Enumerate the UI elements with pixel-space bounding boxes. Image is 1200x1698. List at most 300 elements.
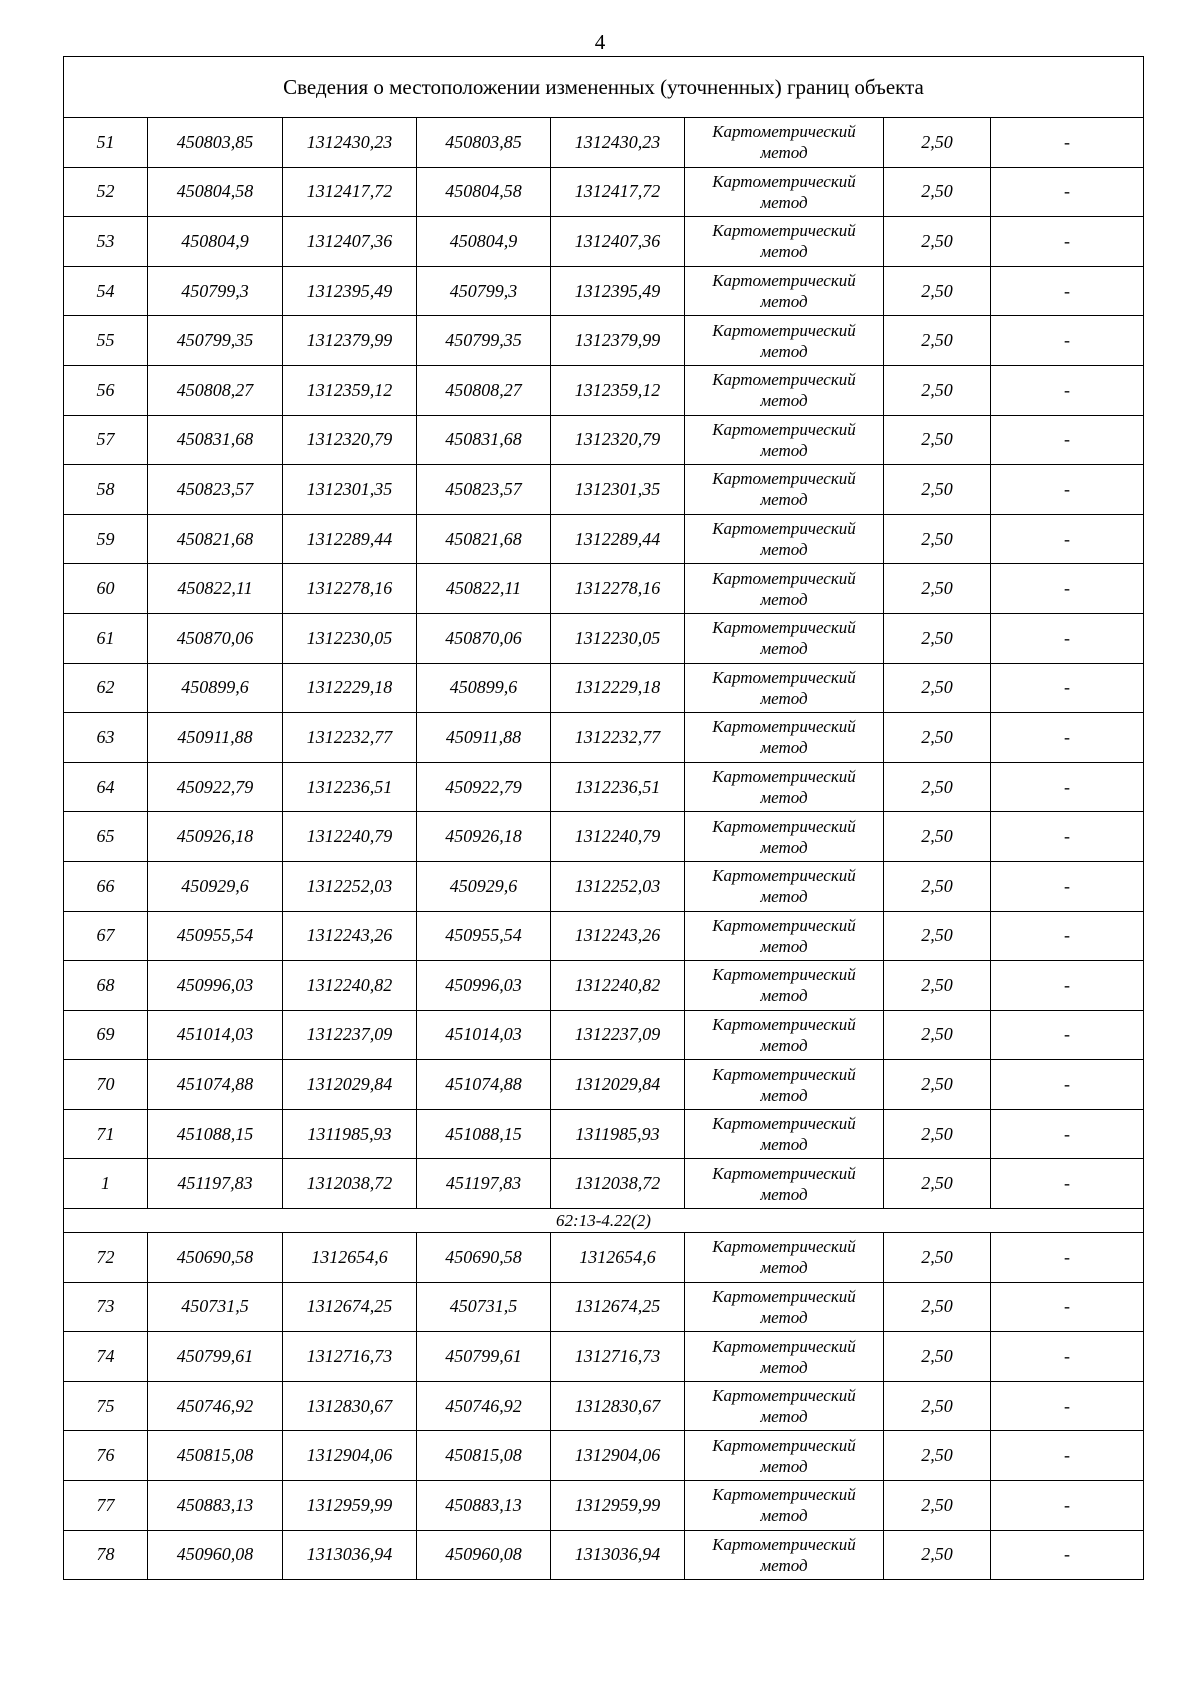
method-line-2: метод — [760, 1555, 808, 1575]
refined-y-cell: 1312379,99 — [551, 316, 685, 366]
method-line-1: Картометрический — [712, 667, 856, 687]
point-number-cell: 56 — [64, 365, 148, 415]
existing-y-cell: 1312407,36 — [283, 217, 417, 267]
table-row — [64, 911, 1144, 961]
existing-y-cell: 1312278,16 — [283, 564, 417, 614]
point-number-cell: 64 — [64, 762, 148, 812]
existing-y-cell: 1312229,18 — [283, 663, 417, 713]
refined-x-cell: 451014,03 — [417, 1010, 551, 1060]
existing-y-cell: 1312237,09 — [283, 1010, 417, 1060]
method-line-1: Картометрический — [712, 568, 856, 588]
point-number-cell: 77 — [64, 1481, 148, 1531]
refined-x-cell: 450960,08 — [417, 1530, 551, 1580]
refined-y-cell: 1312289,44 — [551, 514, 685, 564]
refined-y-cell: 1312430,23 — [551, 118, 685, 168]
refined-x-cell: 450955,54 — [417, 911, 551, 961]
accuracy-cell: 2,50 — [884, 415, 991, 465]
existing-y-cell: 1312232,77 — [283, 713, 417, 763]
accuracy-cell: 2,50 — [884, 1233, 991, 1283]
table-row — [64, 564, 1144, 614]
accuracy-cell: 2,50 — [884, 1431, 991, 1481]
existing-y-cell: 1312301,35 — [283, 465, 417, 515]
method-line-2: метод — [760, 292, 808, 312]
refined-x-cell: 450804,9 — [417, 217, 551, 267]
description-cell: - — [991, 663, 1144, 713]
description-cell: - — [991, 1431, 1144, 1481]
method-line-1: Картометрический — [712, 915, 856, 935]
description-cell: - — [991, 415, 1144, 465]
table-row — [64, 961, 1144, 1011]
method-line-2: метод — [760, 936, 808, 956]
existing-y-cell: 1312959,99 — [283, 1481, 417, 1531]
method-cell — [685, 613, 884, 663]
table-row — [64, 713, 1144, 763]
point-number-cell: 58 — [64, 465, 148, 515]
table-row — [64, 167, 1144, 217]
existing-x-cell: 450746,92 — [148, 1381, 283, 1431]
point-number-cell: 51 — [64, 118, 148, 168]
refined-y-cell: 1312830,67 — [551, 1381, 685, 1431]
existing-x-cell: 450870,06 — [148, 613, 283, 663]
existing-x-cell: 450799,3 — [148, 266, 283, 316]
method-line-1: Картометрический — [712, 320, 856, 340]
method-line-1: Картометрический — [712, 717, 856, 737]
accuracy-cell: 2,50 — [884, 961, 991, 1011]
method-line-2: метод — [760, 1258, 808, 1278]
point-number-cell: 1 — [64, 1159, 148, 1209]
table-title-row — [64, 57, 1144, 118]
existing-y-cell: 1312252,03 — [283, 861, 417, 911]
refined-x-cell: 450911,88 — [417, 713, 551, 763]
point-number-cell: 73 — [64, 1282, 148, 1332]
method-line-1: Картометрический — [712, 1163, 856, 1183]
existing-x-cell: 450803,85 — [148, 118, 283, 168]
accuracy-cell: 2,50 — [884, 217, 991, 267]
table-row — [64, 415, 1144, 465]
method-cell — [685, 1282, 884, 1332]
description-cell: - — [991, 1233, 1144, 1283]
method-cell — [685, 167, 884, 217]
accuracy-cell: 2,50 — [884, 1060, 991, 1110]
method-line-2: метод — [760, 1184, 808, 1204]
refined-y-cell: 1312038,72 — [551, 1159, 685, 1209]
table-row — [64, 1481, 1144, 1531]
existing-x-cell: 450922,79 — [148, 762, 283, 812]
existing-x-cell: 451088,15 — [148, 1109, 283, 1159]
refined-x-cell: 450899,6 — [417, 663, 551, 713]
method-line-2: метод — [760, 192, 808, 212]
existing-y-cell: 1312417,72 — [283, 167, 417, 217]
existing-y-cell: 1312395,49 — [283, 266, 417, 316]
method-line-2: метод — [760, 639, 808, 659]
description-cell: - — [991, 465, 1144, 515]
existing-x-cell: 450831,68 — [148, 415, 283, 465]
existing-y-cell: 1312320,79 — [283, 415, 417, 465]
method-line-1: Картометрический — [712, 1064, 856, 1084]
refined-x-cell: 450929,6 — [417, 861, 551, 911]
method-line-1: Картометрический — [712, 370, 856, 390]
refined-x-cell: 450803,85 — [417, 118, 551, 168]
description-cell: - — [991, 1010, 1144, 1060]
method-line-2: метод — [760, 490, 808, 510]
refined-y-cell: 1312252,03 — [551, 861, 685, 911]
refined-y-cell: 1312240,79 — [551, 812, 685, 862]
section-header-row — [64, 1209, 1144, 1233]
description-cell: - — [991, 613, 1144, 663]
method-cell — [685, 365, 884, 415]
accuracy-cell: 2,50 — [884, 613, 991, 663]
table-row — [64, 812, 1144, 862]
table-row — [64, 217, 1144, 267]
table-row — [64, 266, 1144, 316]
description-cell: - — [991, 812, 1144, 862]
method-cell — [685, 1530, 884, 1580]
method-cell — [685, 1381, 884, 1431]
existing-x-cell: 450926,18 — [148, 812, 283, 862]
refined-y-cell: 1312232,77 — [551, 713, 685, 763]
refined-y-cell: 1312240,82 — [551, 961, 685, 1011]
refined-x-cell: 450799,3 — [417, 266, 551, 316]
refined-x-cell: 450870,06 — [417, 613, 551, 663]
method-line-1: Картометрический — [712, 171, 856, 191]
existing-y-cell: 1312240,79 — [283, 812, 417, 862]
existing-x-cell: 450799,35 — [148, 316, 283, 366]
existing-x-cell: 451014,03 — [148, 1010, 283, 1060]
refined-x-cell: 451088,15 — [417, 1109, 551, 1159]
method-cell — [685, 762, 884, 812]
method-cell — [685, 1159, 884, 1209]
refined-y-cell: 1312395,49 — [551, 266, 685, 316]
point-number-cell: 70 — [64, 1060, 148, 1110]
existing-x-cell: 450808,27 — [148, 365, 283, 415]
method-line-2: метод — [760, 540, 808, 560]
description-cell: - — [991, 911, 1144, 961]
table-row — [64, 514, 1144, 564]
table-row — [64, 1233, 1144, 1283]
point-number-cell: 75 — [64, 1381, 148, 1431]
table-row — [64, 1332, 1144, 1382]
existing-x-cell: 450690,58 — [148, 1233, 283, 1283]
method-line-1: Картометрический — [712, 1336, 856, 1356]
accuracy-cell: 2,50 — [884, 911, 991, 961]
accuracy-cell: 2,50 — [884, 266, 991, 316]
existing-y-cell: 1311985,93 — [283, 1109, 417, 1159]
existing-y-cell: 1312654,6 — [283, 1233, 417, 1283]
method-cell — [685, 861, 884, 911]
method-line-1: Картометрический — [712, 1534, 856, 1554]
table-row — [64, 861, 1144, 911]
description-cell: - — [991, 266, 1144, 316]
table-row — [64, 1530, 1144, 1580]
accuracy-cell: 2,50 — [884, 812, 991, 862]
method-cell — [685, 1010, 884, 1060]
existing-x-cell: 450821,68 — [148, 514, 283, 564]
existing-y-cell: 1312830,67 — [283, 1381, 417, 1431]
method-cell — [685, 118, 884, 168]
point-number-cell: 74 — [64, 1332, 148, 1382]
method-cell — [685, 1332, 884, 1382]
table-title: Сведения о местоположении измененных (уточненных) границ объекта — [64, 57, 1144, 118]
existing-x-cell: 450804,58 — [148, 167, 283, 217]
refined-x-cell: 450799,35 — [417, 316, 551, 366]
existing-y-cell: 1312243,26 — [283, 911, 417, 961]
existing-y-cell: 1312289,44 — [283, 514, 417, 564]
method-line-2: метод — [760, 440, 808, 460]
method-cell — [685, 514, 884, 564]
accuracy-cell: 2,50 — [884, 316, 991, 366]
table-row — [64, 1010, 1144, 1060]
table-row — [64, 613, 1144, 663]
existing-y-cell: 1313036,94 — [283, 1530, 417, 1580]
method-line-1: Картометрический — [712, 618, 856, 638]
boundary-coordinates-table — [63, 56, 1144, 1580]
existing-y-cell: 1312716,73 — [283, 1332, 417, 1382]
point-number-cell: 63 — [64, 713, 148, 763]
method-cell — [685, 415, 884, 465]
refined-y-cell: 1312904,06 — [551, 1431, 685, 1481]
point-number-cell: 62 — [64, 663, 148, 713]
existing-x-cell: 450955,54 — [148, 911, 283, 961]
method-cell — [685, 1481, 884, 1531]
method-line-2: метод — [760, 143, 808, 163]
accuracy-cell: 2,50 — [884, 1010, 991, 1060]
existing-x-cell: 451074,88 — [148, 1060, 283, 1110]
point-number-cell: 69 — [64, 1010, 148, 1060]
refined-x-cell: 450996,03 — [417, 961, 551, 1011]
existing-x-cell: 451197,83 — [148, 1159, 283, 1209]
method-line-1: Картометрический — [712, 419, 856, 439]
refined-y-cell: 1312229,18 — [551, 663, 685, 713]
method-line-1: Картометрический — [712, 965, 856, 985]
description-cell: - — [991, 1282, 1144, 1332]
existing-x-cell: 450823,57 — [148, 465, 283, 515]
refined-x-cell: 450690,58 — [417, 1233, 551, 1283]
refined-y-cell: 1312236,51 — [551, 762, 685, 812]
method-line-1: Картометрический — [712, 519, 856, 539]
existing-x-cell: 450996,03 — [148, 961, 283, 1011]
table-row — [64, 1381, 1144, 1431]
section-label: 62:13-4.22(2) — [64, 1209, 1144, 1233]
existing-y-cell: 1312240,82 — [283, 961, 417, 1011]
existing-y-cell: 1312230,05 — [283, 613, 417, 663]
method-line-2: метод — [760, 341, 808, 361]
accuracy-cell: 2,50 — [884, 1332, 991, 1382]
point-number-cell: 76 — [64, 1431, 148, 1481]
refined-x-cell: 450731,5 — [417, 1282, 551, 1332]
existing-y-cell: 1312236,51 — [283, 762, 417, 812]
description-cell: - — [991, 861, 1144, 911]
refined-x-cell: 450922,79 — [417, 762, 551, 812]
refined-x-cell: 450804,58 — [417, 167, 551, 217]
description-cell: - — [991, 564, 1144, 614]
refined-x-cell: 451197,83 — [417, 1159, 551, 1209]
accuracy-cell: 2,50 — [884, 1282, 991, 1332]
method-cell — [685, 266, 884, 316]
accuracy-cell: 2,50 — [884, 514, 991, 564]
method-line-2: метод — [760, 986, 808, 1006]
method-line-2: метод — [760, 788, 808, 808]
method-cell — [685, 812, 884, 862]
existing-y-cell: 1312379,99 — [283, 316, 417, 366]
refined-y-cell: 1312359,12 — [551, 365, 685, 415]
method-line-2: метод — [760, 391, 808, 411]
description-cell: - — [991, 118, 1144, 168]
table-row — [64, 365, 1144, 415]
method-cell — [685, 564, 884, 614]
description-cell: - — [991, 1530, 1144, 1580]
existing-x-cell: 450883,13 — [148, 1481, 283, 1531]
table-body — [64, 57, 1144, 1580]
point-number-cell: 78 — [64, 1530, 148, 1580]
existing-x-cell: 450815,08 — [148, 1431, 283, 1481]
description-cell: - — [991, 1332, 1144, 1382]
method-cell — [685, 1431, 884, 1481]
table-row — [64, 465, 1144, 515]
refined-x-cell: 450831,68 — [417, 415, 551, 465]
method-line-2: метод — [760, 1307, 808, 1327]
description-cell: - — [991, 1159, 1144, 1209]
refined-x-cell: 450746,92 — [417, 1381, 551, 1431]
description-cell: - — [991, 762, 1144, 812]
refined-y-cell: 1312407,36 — [551, 217, 685, 267]
method-cell — [685, 465, 884, 515]
method-line-1: Картометрический — [712, 816, 856, 836]
accuracy-cell: 2,50 — [884, 762, 991, 812]
refined-y-cell: 1312243,26 — [551, 911, 685, 961]
table-row — [64, 762, 1144, 812]
description-cell: - — [991, 1109, 1144, 1159]
page-number: 4 — [594, 30, 606, 54]
point-number-cell: 53 — [64, 217, 148, 267]
method-line-1: Картометрический — [712, 866, 856, 886]
method-line-2: метод — [760, 1407, 808, 1427]
accuracy-cell: 2,50 — [884, 1109, 991, 1159]
existing-x-cell: 450929,6 — [148, 861, 283, 911]
table-row — [64, 118, 1144, 168]
existing-y-cell: 1312029,84 — [283, 1060, 417, 1110]
table-row — [64, 316, 1144, 366]
refined-x-cell: 450821,68 — [417, 514, 551, 564]
method-line-2: метод — [760, 242, 808, 262]
description-cell: - — [991, 961, 1144, 1011]
existing-x-cell: 450822,11 — [148, 564, 283, 614]
point-number-cell: 66 — [64, 861, 148, 911]
accuracy-cell: 2,50 — [884, 365, 991, 415]
existing-x-cell: 450911,88 — [148, 713, 283, 763]
description-cell: - — [991, 713, 1144, 763]
refined-y-cell: 1312278,16 — [551, 564, 685, 614]
existing-y-cell: 1312904,06 — [283, 1431, 417, 1481]
existing-x-cell: 450960,08 — [148, 1530, 283, 1580]
refined-y-cell: 1312716,73 — [551, 1332, 685, 1382]
table-row — [64, 663, 1144, 713]
method-cell — [685, 911, 884, 961]
method-line-2: метод — [760, 738, 808, 758]
method-cell — [685, 713, 884, 763]
accuracy-cell: 2,50 — [884, 663, 991, 713]
refined-y-cell: 1313036,94 — [551, 1530, 685, 1580]
refined-y-cell: 1312029,84 — [551, 1060, 685, 1110]
point-number-cell: 72 — [64, 1233, 148, 1283]
refined-y-cell: 1312237,09 — [551, 1010, 685, 1060]
accuracy-cell: 2,50 — [884, 1159, 991, 1209]
refined-y-cell: 1312959,99 — [551, 1481, 685, 1531]
point-number-cell: 60 — [64, 564, 148, 614]
refined-y-cell: 1312320,79 — [551, 415, 685, 465]
method-line-2: метод — [760, 688, 808, 708]
accuracy-cell: 2,50 — [884, 1481, 991, 1531]
method-line-1: Картометрический — [712, 1435, 856, 1455]
point-number-cell: 57 — [64, 415, 148, 465]
refined-x-cell: 450815,08 — [417, 1431, 551, 1481]
method-line-1: Картометрический — [712, 221, 856, 241]
description-cell: - — [991, 365, 1144, 415]
refined-y-cell: 1312417,72 — [551, 167, 685, 217]
method-line-2: метод — [760, 1506, 808, 1526]
point-number-cell: 61 — [64, 613, 148, 663]
refined-y-cell: 1312674,25 — [551, 1282, 685, 1332]
method-line-1: Картометрический — [712, 122, 856, 142]
point-number-cell: 54 — [64, 266, 148, 316]
method-cell — [685, 1109, 884, 1159]
existing-x-cell: 450731,5 — [148, 1282, 283, 1332]
point-number-cell: 71 — [64, 1109, 148, 1159]
accuracy-cell: 2,50 — [884, 1381, 991, 1431]
table-row — [64, 1431, 1144, 1481]
point-number-cell: 59 — [64, 514, 148, 564]
existing-x-cell: 450799,61 — [148, 1332, 283, 1382]
existing-y-cell: 1312674,25 — [283, 1282, 417, 1332]
point-number-cell: 68 — [64, 961, 148, 1011]
refined-x-cell: 451074,88 — [417, 1060, 551, 1110]
method-line-1: Картометрический — [712, 1485, 856, 1505]
method-line-2: метод — [760, 1085, 808, 1105]
method-line-1: Картометрический — [712, 1237, 856, 1257]
method-line-2: метод — [760, 1357, 808, 1377]
method-line-1: Картометрический — [712, 469, 856, 489]
method-line-1: Картометрический — [712, 1386, 856, 1406]
existing-y-cell: 1312430,23 — [283, 118, 417, 168]
table-row — [64, 1282, 1144, 1332]
point-number-cell: 65 — [64, 812, 148, 862]
method-cell — [685, 1233, 884, 1283]
refined-y-cell: 1311985,93 — [551, 1109, 685, 1159]
point-number-cell: 67 — [64, 911, 148, 961]
accuracy-cell: 2,50 — [884, 713, 991, 763]
method-cell — [685, 663, 884, 713]
method-line-2: метод — [760, 1035, 808, 1055]
method-cell — [685, 316, 884, 366]
accuracy-cell: 2,50 — [884, 167, 991, 217]
existing-x-cell: 450899,6 — [148, 663, 283, 713]
method-line-2: метод — [760, 887, 808, 907]
description-cell: - — [991, 514, 1144, 564]
method-cell — [685, 961, 884, 1011]
method-line-2: метод — [760, 1456, 808, 1476]
accuracy-cell: 2,50 — [884, 465, 991, 515]
table-row — [64, 1060, 1144, 1110]
description-cell: - — [991, 1481, 1144, 1531]
method-line-2: метод — [760, 837, 808, 857]
existing-y-cell: 1312359,12 — [283, 365, 417, 415]
method-line-1: Картометрический — [712, 767, 856, 787]
method-cell — [685, 217, 884, 267]
description-cell: - — [991, 1381, 1144, 1431]
method-line-2: метод — [760, 1135, 808, 1155]
refined-y-cell: 1312301,35 — [551, 465, 685, 515]
refined-x-cell: 450799,61 — [417, 1332, 551, 1382]
refined-x-cell: 450822,11 — [417, 564, 551, 614]
